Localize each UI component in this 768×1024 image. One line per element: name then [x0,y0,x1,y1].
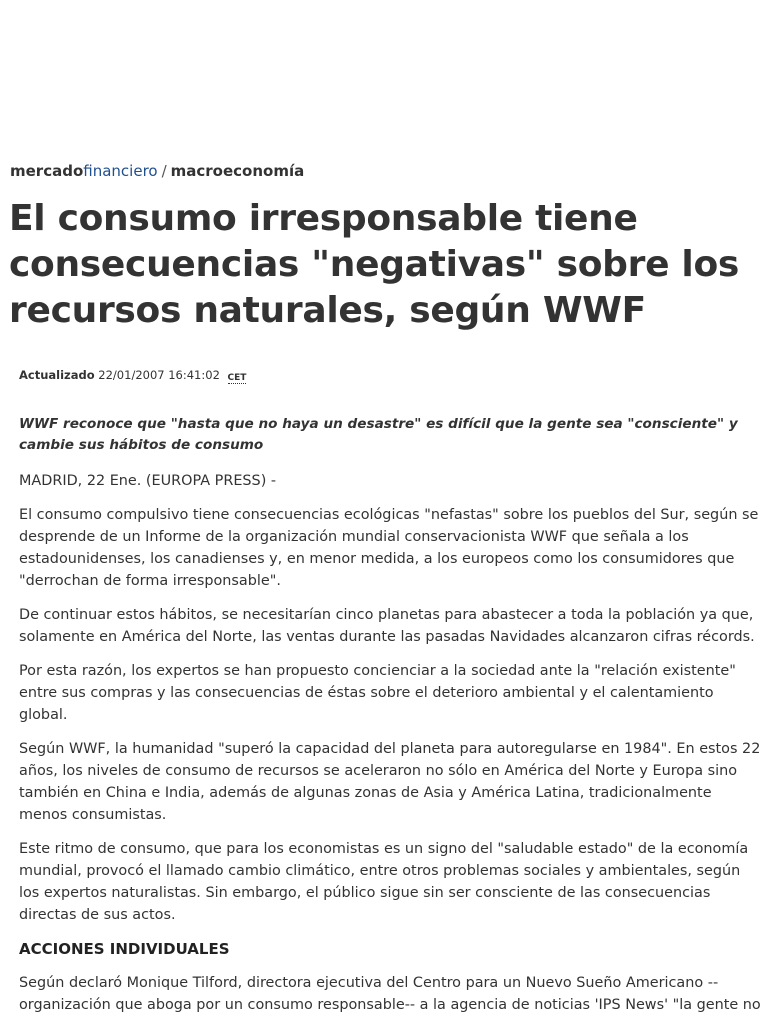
updated-timestamp [19,368,246,382]
article-title: El consumo irresponsable tiene consecuencias "negativas" sobre los recursos naturales, según WWF [9,198,740,331]
article-body [19,414,764,1024]
article-lead: WWF reconoce que "hasta que no haya un desastre" es difícil que la gente sea "consciente" y cambie sus hábitos de consumo [19,416,738,453]
article-paragraph: Este ritmo de consumo, que para los economistas es un signo del "saludable estado" de la economía mundial, provocó el llamado cambio climático, entre otros problemas sociales y ambientales, según los expertos naturalistas. Sin embargo, el público sigue sin ser consciente de las consecuencias directas de sus actos. [19,841,749,923]
breadcrumb-section-link[interactable]: macroeconomía [170,162,305,180]
top-blank-area [0,0,768,160]
article-paragraph: MADRID, 22 Ene. (EUROPA PRESS) - [19,473,277,489]
brand-part-1: mercado [10,162,84,180]
article-paragraph: Por esta razón, los expertos se han propuesto concienciar a la sociedad ante la "relación existente" entre sus compras y las consecuencias de éstas sobre el deterioro ambiental y el calentamiento global. [19,663,736,723]
brand-part-2: financiero [83,162,158,180]
updated-datetime: 22/01/2007 16:41:02 [98,368,220,382]
timezone-abbr: CET [227,373,247,383]
article-paragraph: De continuar estos hábitos, se necesitarían cinco planetas para abastecer a toda la población ya que, solamente en América del Norte, las ventas durante las pasadas Navidades alcanzaron cifras récords. [19,607,755,645]
breadcrumb [10,162,304,180]
article-subheading: ACCIONES INDIVIDUALES [19,940,230,958]
updated-label: Actualizado [19,368,95,382]
article-paragraph: El consumo compulsivo tiene consecuencias ecológicas "nefastas" sobre los pueblos del Sur, según se desprende de un Informe de la organización mundial conservacionista WWF que señala a los estadounidenses, los canadienses y, en menor medida, a los europeos como los consumidores que "derrochan de forma irresponsable". [19,507,759,589]
breadcrumb-separator: / [161,162,167,180]
site-logo-link[interactable] [10,162,158,180]
article-paragraph: Según declaró Monique Tilford, directora ejecutiva del Centro para un Nuevo Sueño Americano --organización que aboga por un consumo responsable-- a la agencia de noticias 'IPS News' "la gente no [19,975,761,1013]
article-paragraph: Según WWF, la humanidad "superó la capacidad del planeta para autoregularse en 1984". En estos 22 años, los niveles de consumo de recursos se aceleraron no sólo en América del Norte y Europa sino también en China e India, además de algunas zonas de Asia y América Latina, tradicionalmente menos consumistas. [19,741,761,823]
